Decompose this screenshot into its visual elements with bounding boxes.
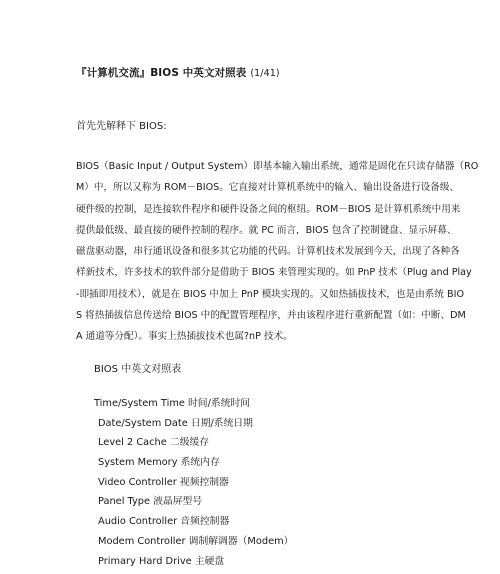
paragraph-line: -即插即用技术），就是在 BIOS 中加上 PnP 模块实现的。又如热插拔技术，也是由系统 BIO	[76, 288, 428, 309]
paragraph-line: BIOS（Basic Input / Output System）即基本输入输出系统，通常是固化在只读存储器（RO	[76, 160, 428, 181]
term-item: Time/System Time 时间/系统时间	[94, 397, 293, 417]
term-item: System Memory 系统内存	[94, 456, 293, 476]
paragraph-line: 样新技术，许多技术的软件部分是借助于 BIOS 来管理实现的。如 PnP 技术（Plug and Play	[76, 266, 428, 287]
title-text: 『计算机交流』BIOS 中英文对照表	[76, 67, 246, 79]
term-list	[94, 397, 293, 574]
term-item: Audio Controller 音频控制器	[94, 515, 293, 535]
intro-text: 首先先解释下 BIOS:	[76, 117, 167, 132]
paragraph-line: M）中，所以又称为 ROM－BIOS。它直接对计算机系统中的输入、输出设备进行设备级、	[76, 181, 428, 202]
paragraph-line: S 将热插拔信息传送给 BIOS 中的配置管理程序，并由该程序进行重新配置（如：中断、DM	[76, 309, 428, 330]
term-item: Date/System Date 日期/系统日期	[94, 417, 293, 437]
paragraph-line: 提供最低级、最直接的硬件控制的程序。就 PC 而言，BIOS 包含了控制键盘、显示屏幕、	[76, 224, 428, 245]
bios-description-paragraph	[76, 160, 428, 352]
term-item: Panel Type 液晶屏型号	[94, 495, 293, 515]
paragraph-line: 硬件级的控制，是连接软件程序和硬件设备之间的枢纽。ROM－BIOS 是计算机系统中用来	[76, 203, 428, 224]
term-item: Video Controller 视频控制器	[94, 476, 293, 496]
term-item: Primary Hard Drive 主硬盘	[94, 555, 293, 574]
term-item: Modem Controller 调制解调器（Modem）	[94, 535, 293, 555]
term-item: Level 2 Cache 二级缓存	[94, 436, 293, 456]
document-title	[76, 65, 280, 80]
paragraph-line: 磁盘驱动器，串行通讯设备和很多其它功能的代码。计算机技术发展到今天，出现了各种各	[76, 245, 428, 266]
page-indicator: (1/41)	[250, 68, 279, 79]
section-heading: BIOS 中英文对照表	[94, 360, 181, 375]
paragraph-line: A 通道等分配）。事实上热插拔技术也属?nP 技术。	[76, 330, 428, 351]
